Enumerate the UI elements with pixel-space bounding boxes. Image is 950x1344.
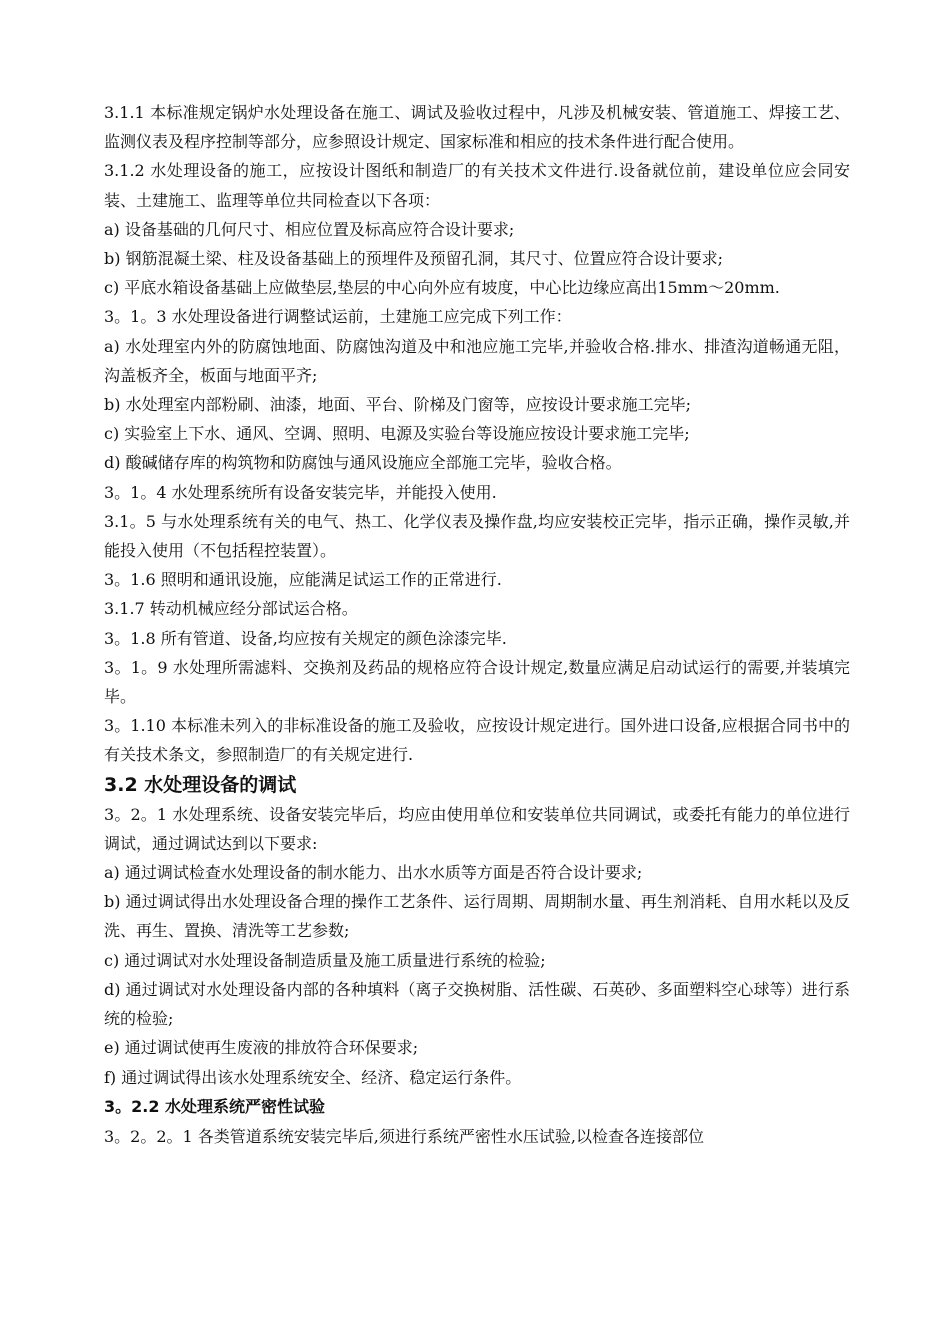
paragraph: a) 通过调试检查水处理设备的制水能力、出水水质等方面是否符合设计要求; — [104, 863, 643, 883]
paragraph: b) 通过调试得出水处理设备合理的操作工艺条件、运行周期、周期制水量、再生剂消耗、自用水耗以及反洗、再生、置换、清洗等工艺参数; — [104, 892, 850, 941]
paragraph: 3.1.1 本标准规定锅炉水处理设备在施工、调试及验收过程中，凡涉及机械安装、管道施工、焊接工艺、监测仪表及程序控制等部分，应参照设计规定、国家标准和相应的技术条件进行配合使用。 — [104, 103, 850, 152]
paragraph: b) 钢筋混凝土梁、柱及设备基础上的预埋件及预留孔洞，其尺寸、位置应符合设计要求; — [104, 249, 723, 269]
paragraph: 3。1。4 水处理系统所有设备安装完毕，并能投入使用. — [104, 482, 497, 502]
paragraph: e) 通过调试使再生废液的排放符合环保要求; — [104, 1038, 419, 1058]
paragraph: a) 水处理室内外的防腐蚀地面、防腐蚀沟道及中和池应施工完毕,并验收合格.排水、排渣沟道畅通无阻，沟盖板齐全，板面与地面平齐; — [104, 336, 850, 385]
paragraph: b) 水处理室内部粉刷、油漆，地面、平台、阶梯及门窗等，应按设计要求施工完毕; — [104, 395, 691, 415]
paragraph: c) 通过调试对水处理设备制造质量及施工质量进行系统的检验; — [104, 950, 546, 970]
paragraph: d) 通过调试对水处理设备内部的各种填料（离子交换树脂、活性碳、石英砂、多面塑料空心球等）进行系统的检验; — [104, 979, 850, 1029]
paragraph: 3。1。3 水处理设备进行调整试运前，土建施工应完成下列工作： — [104, 307, 572, 327]
document-body — [104, 98, 850, 1151]
paragraph: 3.1.2 水处理设备的施工，应按设计图纸和制造厂的有关技术文件进行.设备就位前，建设单位应会同安装、土建施工、监理等单位共同检查以下各项： — [104, 161, 850, 210]
section-heading: 3。2.2 水处理系统严密性试验 — [104, 1096, 326, 1116]
section-heading: 3.2 水处理设备的调试 — [104, 773, 297, 796]
paragraph: 3.1。5 与水处理系统有关的电气、热工、化学仪表及操作盘,均应安装校正完毕，指示正确，操作灵敏,并能投入使用（不包括程控装置）。 — [104, 511, 850, 561]
paragraph: c) 平底水箱设备基础上应做垫层,垫层的中心向外应有坡度，中心比边缘应高出15mm～20mm. — [104, 278, 780, 298]
paragraph: 3。2。2。1 各类管道系统安装完毕后,须进行系统严密性水压试验,以检查各连接部位 — [104, 1126, 704, 1146]
paragraph: c) 实验室上下水、通风、空调、照明、电源及实验台等设施应按设计要求施工完毕; — [104, 424, 690, 444]
paragraph: 3。1.10 本标准未列入的非标准设备的施工及验收，应按设计规定进行。国外进口设备,应根据合同书中的有关技术条文，参照制造厂的有关规定进行. — [104, 716, 850, 765]
paragraph: 3.1.7 转动机械应经分部试运合格。 — [104, 599, 358, 619]
paragraph: d) 酸碱储存库的构筑物和防腐蚀与通风设施应全部施工完毕，验收合格。 — [104, 453, 622, 473]
paragraph: 3。2。1 水处理系统、设备安装完毕后，均应由使用单位和安装单位共同调试，或委托有能力的单位进行调试，通过调试达到以下要求: — [104, 804, 850, 853]
paragraph: a) 设备基础的几何尺寸、相应位置及标高应符合设计要求; — [104, 219, 515, 239]
paragraph: f) 通过调试得出该水处理系统安全、经济、稳定运行条件。 — [104, 1067, 522, 1087]
paragraph: 3。1.6 照明和通讯设施，应能满足试运工作的正常进行. — [104, 570, 502, 590]
paragraph: 3。1。9 水处理所需滤料、交换剂及药品的规格应符合设计规定,数量应满足启动试运行的需要,并装填完毕。 — [104, 657, 850, 707]
paragraph: 3。1.8 所有管道、设备,均应按有关规定的颜色涂漆完毕. — [104, 628, 507, 648]
